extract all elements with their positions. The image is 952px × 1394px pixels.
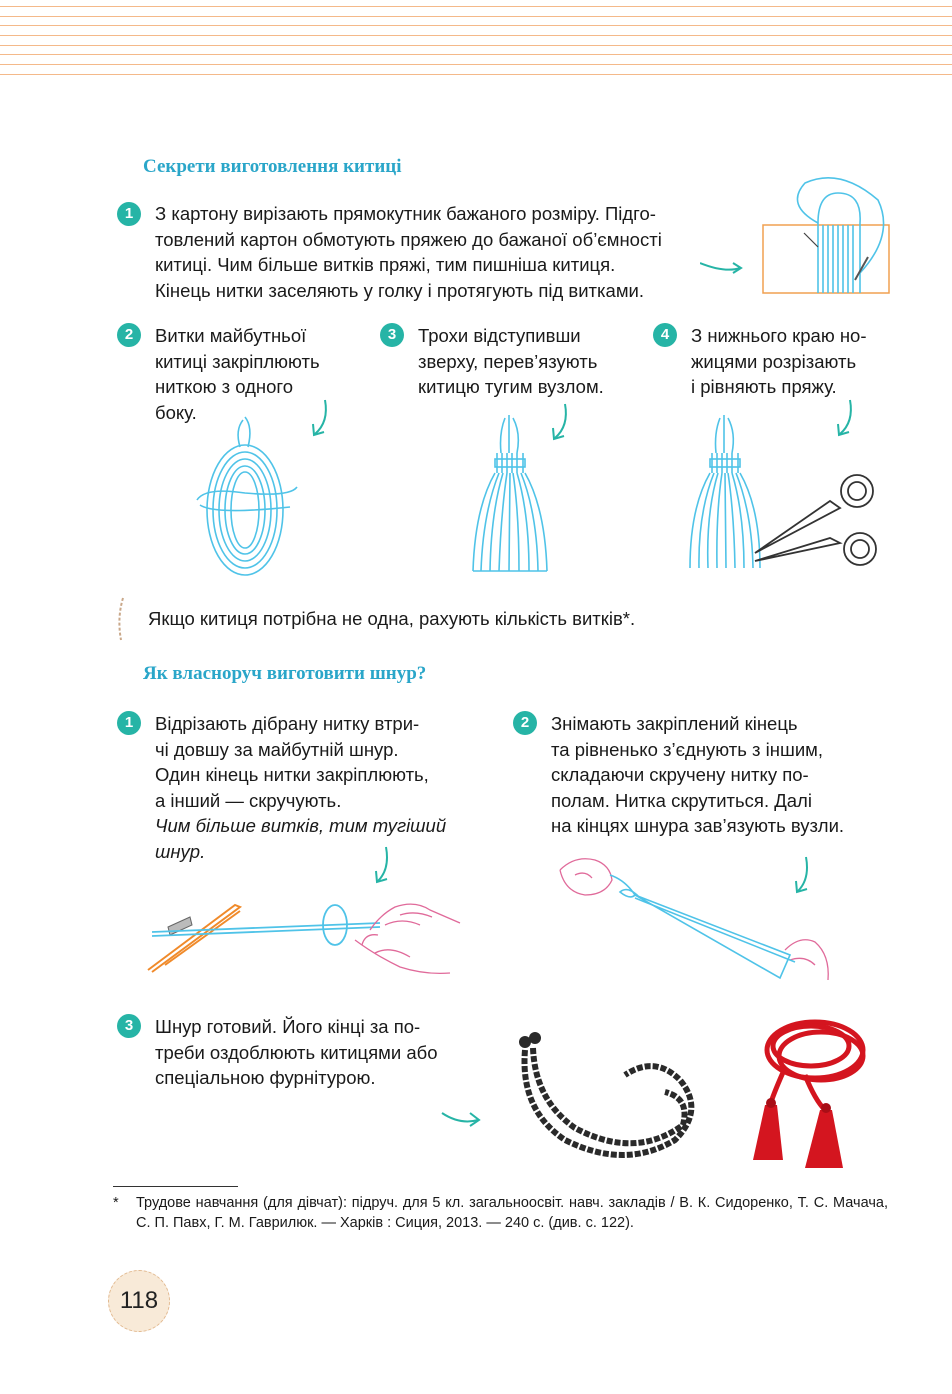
step-badge-4: 4 xyxy=(653,323,677,347)
black-cord-photo xyxy=(505,1020,705,1170)
arrow-icon xyxy=(305,398,335,440)
arrow-icon xyxy=(440,1105,485,1130)
cardboard-wrap-illustration xyxy=(700,175,895,300)
folding-thread-illustration xyxy=(550,850,840,990)
footnote-marker: * xyxy=(113,1195,119,1211)
footnote xyxy=(113,1193,888,1233)
step-badge-3: 3 xyxy=(380,323,404,347)
step-text-2: Витки майбутньої китиці закріплюють ниткою з одного боку. xyxy=(155,325,320,423)
hand-icon xyxy=(355,904,460,973)
cord-step-italic: Чим більше витків, тим тугіший шнур. xyxy=(155,815,447,862)
header-stripes xyxy=(0,6,952,74)
arrow-icon xyxy=(370,845,400,887)
cord-step-badge-2: 2 xyxy=(513,711,537,735)
hand-icon xyxy=(560,859,828,980)
footnote-text: Трудове навчання (для дівчат): підруч. для 5 кл. загальноосвіт. навч. закладів / В. К. Сидоренко, Т. С. Мачача, С. П. Павх, Г. М. Гаврилюк. — Харків : Сиция, 2013. — 240 с. (див. с. 122). xyxy=(136,1195,888,1231)
cord-step-text-1: Відрізають дібрану нитку втри- чі довшу за майбутній шнур. Один кінець нитки закріплюють, а інший — скручують. xyxy=(155,713,429,811)
cord-step-text-2: Знімають закріплений кінець та рівненько з’єднують з іншим, складаючи скручену нитку по- полам. Нитка скрутиться. Далі на кінцях шнура зав’язують вузли. xyxy=(551,713,845,836)
twisting-thread-illustration xyxy=(140,885,475,985)
scissors-icon xyxy=(755,475,876,565)
step-text-1: З картону вирізають прямокутник бажаного розміру. Підго- товлений картон обмотують пряжею до бажаної об’ємності китиці. Чим більше витків пряжі, тим пишніша китиця. Кінець нитки заселяють у голку і протягують під витками. xyxy=(155,203,662,301)
red-cord-tassels-photo xyxy=(735,1010,900,1175)
cord-step-badge-1: 1 xyxy=(117,711,141,735)
cord-step-text-3: Шнур готовий. Його кінці за по- треби оздоблюють китицями або спеціальною фурнітурою. xyxy=(155,1016,438,1088)
yarn-loop-illustration xyxy=(195,415,305,580)
step-text-4: З нижнього краю но- жицями розрізають і рівняють пряжу. xyxy=(691,325,867,397)
tassel-icon xyxy=(465,413,560,578)
cord-step-badge-3: 3 xyxy=(117,1014,141,1038)
section-title-cord: Як власноруч виготовити шнур? xyxy=(143,663,427,684)
note-icon xyxy=(114,596,128,642)
footnote-divider xyxy=(113,1186,238,1187)
step-badge-2: 2 xyxy=(117,323,141,347)
note-text: Якщо китиця потрібна не одна, рахують кількість витків*. xyxy=(148,608,636,629)
step-text-3: Трохи відступивши зверху, перев’язують китицю тугим вузлом. xyxy=(418,325,604,397)
page-number: 118 xyxy=(108,1270,170,1332)
tassel-scissors-illustration xyxy=(680,413,885,578)
step-badge-1: 1 xyxy=(117,202,141,226)
section-title-tassel: Секрети виготовлення китиці xyxy=(143,156,402,177)
